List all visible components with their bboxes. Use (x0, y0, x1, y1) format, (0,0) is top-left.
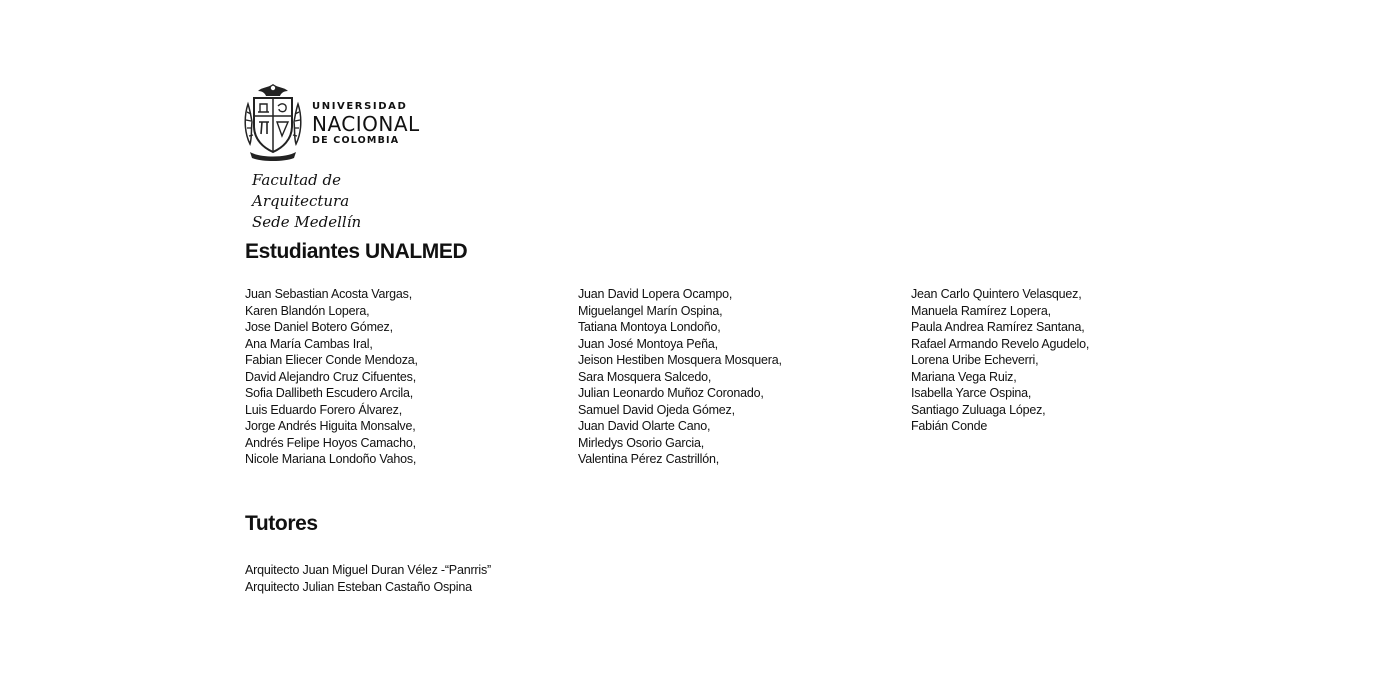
students-column-1 (245, 286, 418, 468)
university-name-line1: UNIVERSIDAD (312, 101, 408, 112)
university-crest-icon (242, 82, 304, 162)
student-name: Juan Sebastian Acosta Vargas, (245, 287, 412, 301)
student-name: Paula Andrea Ramírez Santana, (911, 320, 1085, 334)
student-name: Julian Leonardo Muñoz Coronado, (578, 386, 764, 400)
student-name: Sofia Dallibeth Escudero Arcila, (245, 386, 413, 400)
faculty-line1: Facultad de Arquitectura (252, 171, 350, 210)
student-name: Mariana Vega Ruiz, (911, 369, 1017, 384)
university-logo (242, 82, 442, 231)
student-name: Jean Carlo Quintero Velasquez, (911, 287, 1082, 301)
student-name: Fabian Eliecer Conde Mendoza, (245, 353, 418, 367)
tutor-name: Arquitecto Julian Esteban Castaño Ospina (245, 579, 472, 594)
student-name: Fabián Conde (911, 419, 988, 433)
student-name: Nicole Mariana Londoño Vahos, (245, 452, 417, 466)
faculty-name (252, 170, 442, 233)
student-name: Miguelangel Marín Ospina, (578, 303, 723, 318)
student-name: Andrés Felipe Hoyos Camacho, (245, 435, 416, 450)
student-name: Mirledys Osorio Garcia, (578, 435, 704, 450)
student-name: Santiago Zuluaga López, (911, 402, 1046, 417)
student-name: Lorena Uribe Echeverri, (911, 353, 1039, 367)
student-name: Jorge Andrés Higuita Monsalve, (245, 419, 416, 433)
student-name: Luis Eduardo Forero Álvarez, (245, 402, 402, 417)
student-name: Jeison Hestiben Mosquera Mosquera, (578, 353, 782, 367)
tutors-list (245, 562, 491, 595)
student-name: Rafael Armando Revelo Agudelo, (911, 336, 1090, 351)
student-name: David Alejandro Cruz Cifuentes, (245, 369, 416, 384)
university-wordmark (312, 102, 420, 146)
student-name: Juan José Montoya Peña, (578, 336, 718, 351)
students-column-2 (578, 286, 782, 468)
student-name: Juan David Lopera Ocampo, (578, 287, 733, 301)
student-name: Isabella Yarce Ospina, (911, 386, 1032, 400)
student-name: Sara Mosquera Salcedo, (578, 369, 712, 384)
student-name: Samuel David Ojeda Gómez, (578, 402, 735, 417)
students-heading: Estudiantes UNALMED (245, 240, 468, 263)
student-name: Karen Blandón Lopera, (245, 303, 370, 318)
tutor-name: Arquitecto Juan Miguel Duran Vélez -“Panrris” (245, 563, 491, 577)
university-name-line3: DE COLOMBIA (312, 135, 400, 146)
student-name: Ana María Cambas Iral, (245, 336, 373, 351)
university-name-line2: NACIONAL (312, 112, 420, 136)
student-name: Manuela Ramírez Lopera, (911, 303, 1051, 318)
student-name: Tatiana Montoya Londoño, (578, 320, 721, 334)
student-name: Juan David Olarte Cano, (578, 419, 711, 433)
faculty-line2: Sede Medellín (252, 213, 362, 231)
student-name: Jose Daniel Botero Gómez, (245, 320, 393, 334)
student-name: Valentina Pérez Castrillón, (578, 452, 719, 466)
tutors-heading: Tutores (245, 512, 318, 535)
students-column-3 (911, 286, 1089, 435)
